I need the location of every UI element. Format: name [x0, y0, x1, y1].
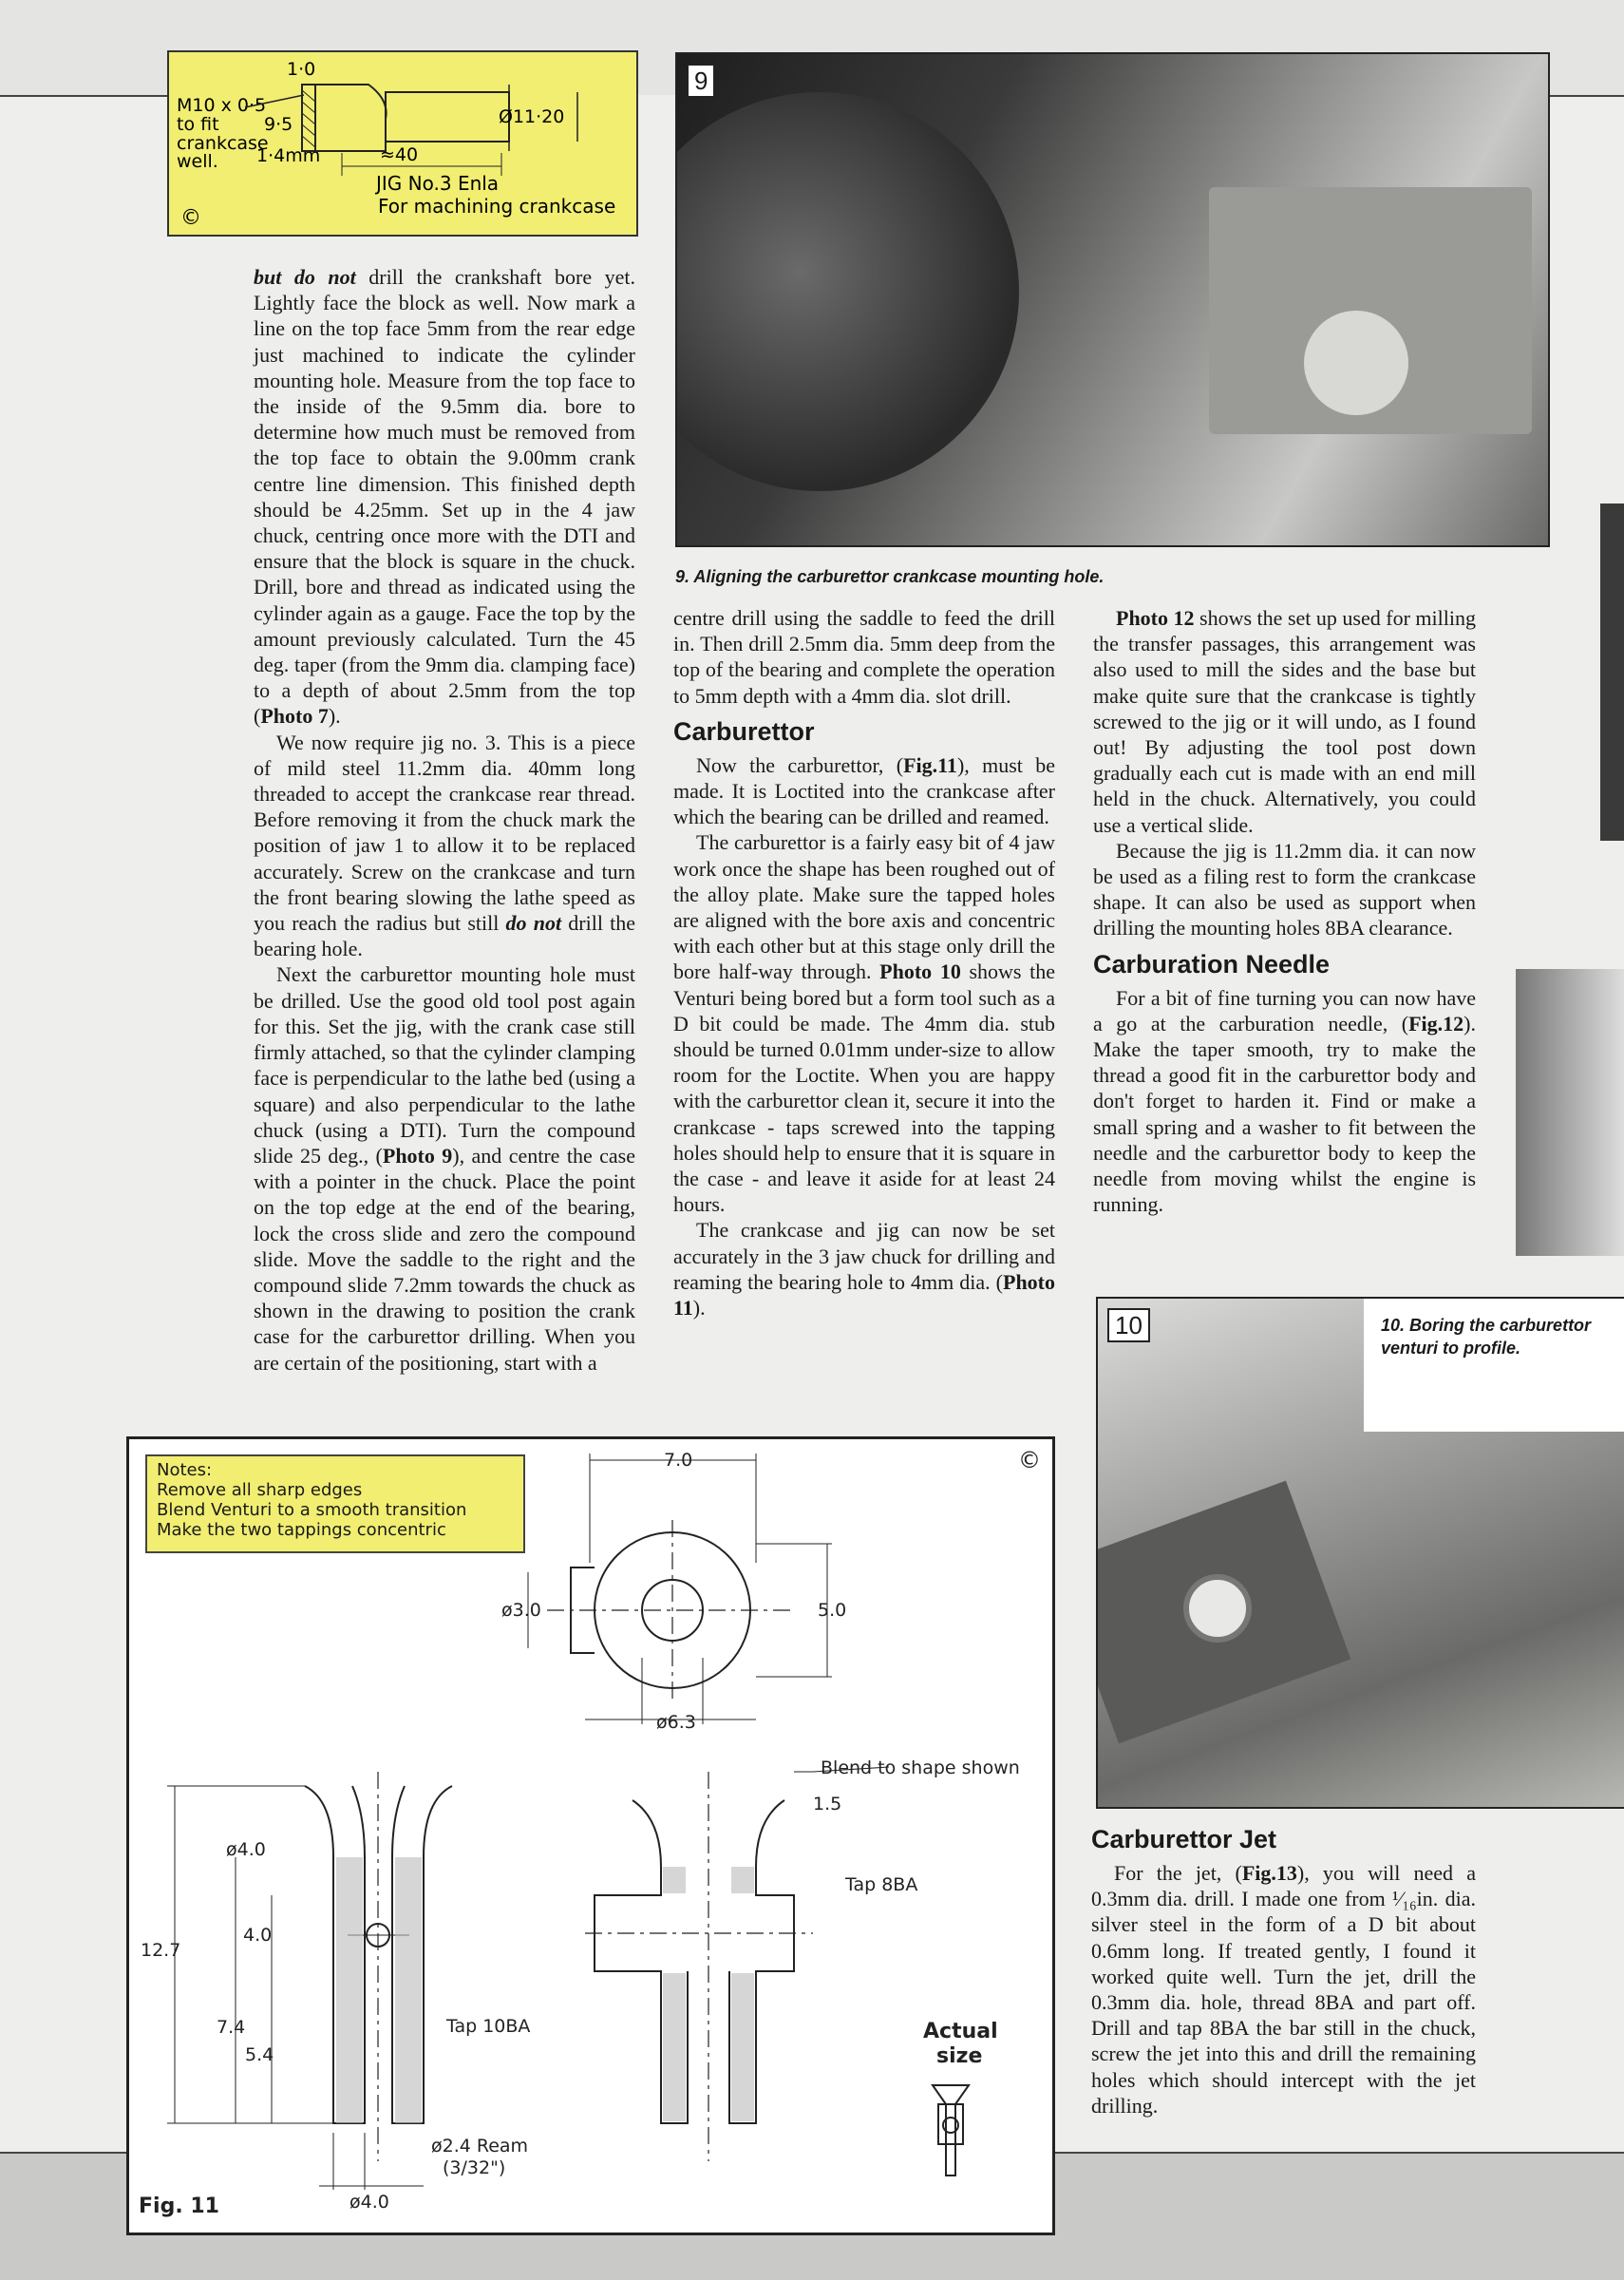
- tap-10ba: Tap 10BA: [446, 2016, 531, 2037]
- text: ), you will need a 0.3mm dia. drill. I made one from ¹⁄₁₆in. dia. silver steel in the form of a D bit about 0.6mm long. If treated gently, I found it worked quite well. Turn the jet, drill the 0.3mm dia. hole, thread 8BA and part off. Drill and tap 8BA the bar still in the chuck, screw the jet into this and drill the remaining holes which should intercept with the jet drilling.: [1091, 1861, 1476, 2118]
- dim-4-0: ø4.0: [226, 1839, 266, 1860]
- photo-ref: Photo 12: [1116, 606, 1195, 630]
- photo-number: 10: [1107, 1308, 1150, 1342]
- text: We now require jig no. 3. This is a piece of mild steel 11.2mm dia. 40mm long threaded to accept the crankcase rear thread. Before removing it from the chuck mark the position of jaw 1 to allow it to be replaced accurately. Screw on the crankcase and turn the front bearing slowing the lathe speed as you reach the radius but still: [254, 730, 635, 936]
- note-1: Remove all sharp edges: [157, 1480, 363, 1500]
- dim-bottom: ø4.0: [349, 2192, 389, 2213]
- caption-number: 10.: [1381, 1316, 1406, 1335]
- paragraph: [673, 829, 1055, 1217]
- text: Next the carburettor mounting hole must be drilled. Use the good old tool post again for this. Set the jig, with the crank case still firmly attached, so that the cylinder clamping face is perpendicular to the lathe bed (using a square) and also perpendicular to the lathe chuck (using a DTI). Turn the compound slide 25 deg., (: [254, 962, 635, 1168]
- photo-ref: Photo 11: [673, 1269, 1055, 1320]
- emphasis: do not: [505, 911, 562, 936]
- rule: [0, 2152, 126, 2154]
- caption-text: Boring the carburettor venturi to profile.: [1381, 1316, 1592, 1358]
- jig-fit: to fit: [177, 114, 219, 135]
- paragraph: [673, 1217, 1055, 1320]
- ream-note: ø2.4 Ream: [431, 2136, 529, 2156]
- jig-well: well.: [177, 151, 218, 172]
- text: ), must be made. It is Loctited into the crankcase after which the bearing can be drilled and reamed.: [673, 752, 1055, 829]
- dim-5: 5.0: [818, 1600, 847, 1621]
- ream-size: (3/32"): [443, 2157, 506, 2178]
- text: drill the crankshaft bore yet. Lightly face the block as well. Now mark a line on the top face 5mm from the rear edge just machined to indicate the cylinder mounting hole. Measure from the top face to the inside of the 9.5mm dia. bore to determine how much must be removed from the top face to obtain the 9.00mm crank centre line dimension. This finished depth should be 4.25mm. Set up in the 4 jaw chuck, centring once more with the DTI and ensure that the block is square in the chuck. Drill, bore and thread as indicated using the cylinder again as a gauge. Face the top by the amount previously calculated. Turn the 45 deg. taper (from the 9mm dia. clamping face) to a depth of about 2.5mm from the top (: [254, 265, 635, 729]
- adjacent-photo-edge: [1600, 504, 1624, 841]
- photo-9: [675, 52, 1550, 547]
- figure-11: [126, 1436, 1055, 2235]
- dim-4: 4.0: [243, 1925, 273, 1946]
- fig-ref: Fig.11: [903, 752, 957, 777]
- column-1: [254, 264, 635, 1376]
- heading-carburettor-jet: Carburettor Jet: [1091, 1825, 1277, 1853]
- dim-3: ø3.0: [501, 1600, 541, 1621]
- dim-5-4: 5.4: [245, 2044, 274, 2065]
- dim-7-4: 7.4: [217, 2017, 246, 2038]
- paragraph: [673, 752, 1055, 830]
- notes-title: Notes:: [157, 1460, 213, 1480]
- paragraph: centre drill using the saddle to feed the drill in. Then drill 2.5mm dia. 5mm deep from the top of the bearing and complete the operation to 5mm depth with a 4mm dia. slot drill.: [673, 606, 1055, 708]
- column-3: [1093, 605, 1476, 1217]
- lathe-chuck: [675, 92, 1019, 491]
- column-4: [1091, 1816, 1476, 2118]
- fig-ref: Fig.13: [1241, 1861, 1297, 1885]
- jig-dim-3: 1·4mm: [256, 145, 321, 166]
- paragraph: Because the jig is 11.2mm dia. it can now be used as a filing rest to form the crankcase shape. It can also be used as support when drilling the mounting holes 8BA clearance.: [1093, 838, 1476, 940]
- heading-carburation-needle: Carburation Needle: [1093, 949, 1331, 978]
- text: The crankcase and jig can now be set accurately in the 3 jaw chuck for drilling and reaming the bearing hole to 4mm dia. (: [673, 1218, 1055, 1294]
- text: For a bit of fine turning you can now have a go at the carburation needle, (: [1093, 985, 1476, 1036]
- tool-post-logo: [1304, 311, 1408, 415]
- actual-size-label: Actual: [923, 2020, 998, 2043]
- text: shows the set up used for milling the transfer passages, this arrangement was also used to mill the sides and the base but make quite sure that the crankcase is tightly screwed to the jig or it will undo, as I found out! By adjusting the tool post down gradually each cut is made with an end mill held in the chuck. Alternatively, you could use a vertical slide.: [1093, 606, 1476, 837]
- jig-no3-drawing: [167, 50, 638, 237]
- photo-ref: Photo 9: [382, 1143, 453, 1168]
- note-3: Make the two tappings concentric: [157, 1520, 446, 1540]
- rule: [1548, 95, 1624, 97]
- note-2: Blend Venturi to a smooth transition: [157, 1500, 467, 1520]
- caption-box: [1364, 1299, 1624, 1432]
- figure-copyright: ©: [1018, 1447, 1041, 1473]
- text: shows the Venturi being bored but a form tool such as a D bit could be made. The 4mm dia. stub should be turned 0.01mm under-size to allow room for the Loctite. When you are happy with the carburettor clean it, secure it into the crankcase - taps screwed into the tapping holes should help to ensure that it is square in the case - and leave it aside for at least 24 hours.: [673, 960, 1056, 1217]
- paragraph: [1093, 605, 1476, 838]
- paragraph: [1091, 1860, 1476, 2118]
- jig-dim-2: 9·5: [264, 114, 293, 135]
- dim-12-7: 12.7: [141, 1940, 181, 1961]
- figure-label: Fig. 11: [139, 2194, 219, 2218]
- text: ).: [328, 704, 341, 729]
- column-2: [673, 605, 1055, 1320]
- paragraph: [254, 264, 635, 730]
- rule: [0, 95, 167, 97]
- photo-ref: Photo 10: [879, 960, 961, 984]
- dim-1-5: 1.5: [813, 1794, 842, 1814]
- jig-dia: Ø11·20: [499, 106, 565, 127]
- text: ). Make the taper smooth, try to make the thread a good fit in the carburettor body and don't forget to harden it. Find or make a small spring and a washer to fit between the needle and the carburettor body to keep the needle from moving whilst the engine is running.: [1093, 1011, 1476, 1217]
- text: ), and centre the case with a pointer in the chuck. Place the point on the top edge at the end of the bearing, lock the cross slide and zero the compound slide. Move the saddle to the right and the compound slide 7.2mm towards the chuck as shown in the drawing to position the crank case for the carburettor drilling. When you are certain of the positioning, start with a: [254, 1143, 635, 1375]
- rule: [1049, 2152, 1624, 2154]
- heading-carburettor: Carburettor: [673, 716, 815, 746]
- jig-length: ≈40: [380, 144, 419, 165]
- dim-7: 7.0: [664, 1450, 693, 1471]
- jig-title: JIG No.3 Enla: [376, 172, 500, 195]
- blend-note: Blend to shape shown: [821, 1758, 1020, 1778]
- dim-6-3: ø6.3: [656, 1712, 696, 1733]
- venturi-bore: [1183, 1574, 1252, 1643]
- emphasis: but do not: [254, 265, 356, 289]
- tap-8ba: Tap 8BA: [845, 1874, 918, 1895]
- text: drill the bearing hole.: [254, 911, 635, 961]
- photo-10-caption: [1381, 1314, 1599, 1359]
- adjacent-photo-edge: [1516, 969, 1624, 1256]
- paragraph: [254, 730, 635, 962]
- actual-size-label-2: size: [936, 2044, 983, 2068]
- jig-subtitle: For machining crankcase: [378, 195, 616, 218]
- paragraph: [1093, 985, 1476, 1218]
- jig-copyright: ©: [180, 206, 201, 230]
- photo-number: 9: [687, 64, 715, 98]
- photo-9-caption: 9. Aligning the carburettor crankcase mounting hole.: [675, 567, 1105, 586]
- photo-ref: Photo 7: [260, 704, 329, 729]
- fig-ref: Fig.12: [1408, 1011, 1464, 1036]
- jig-thread: M10 x 0·5: [177, 95, 267, 116]
- text: The carburettor is a fairly easy bit of 4 jaw work once the shape has been roughed out of the alloy plate. Make sure the tapped holes are aligned with the bore axis and concentric with each other but at this stage only drill the bore half-way through.: [673, 830, 1055, 984]
- jig-crankcase: crankcase: [177, 133, 269, 154]
- text: ).: [692, 1296, 706, 1320]
- photo-10: [1096, 1297, 1624, 1809]
- paragraph: [254, 961, 635, 1375]
- jig-dim-1: 1·0: [287, 59, 316, 80]
- text: Now the carburettor, (: [696, 752, 904, 777]
- text: For the jet, (: [1114, 1861, 1242, 1885]
